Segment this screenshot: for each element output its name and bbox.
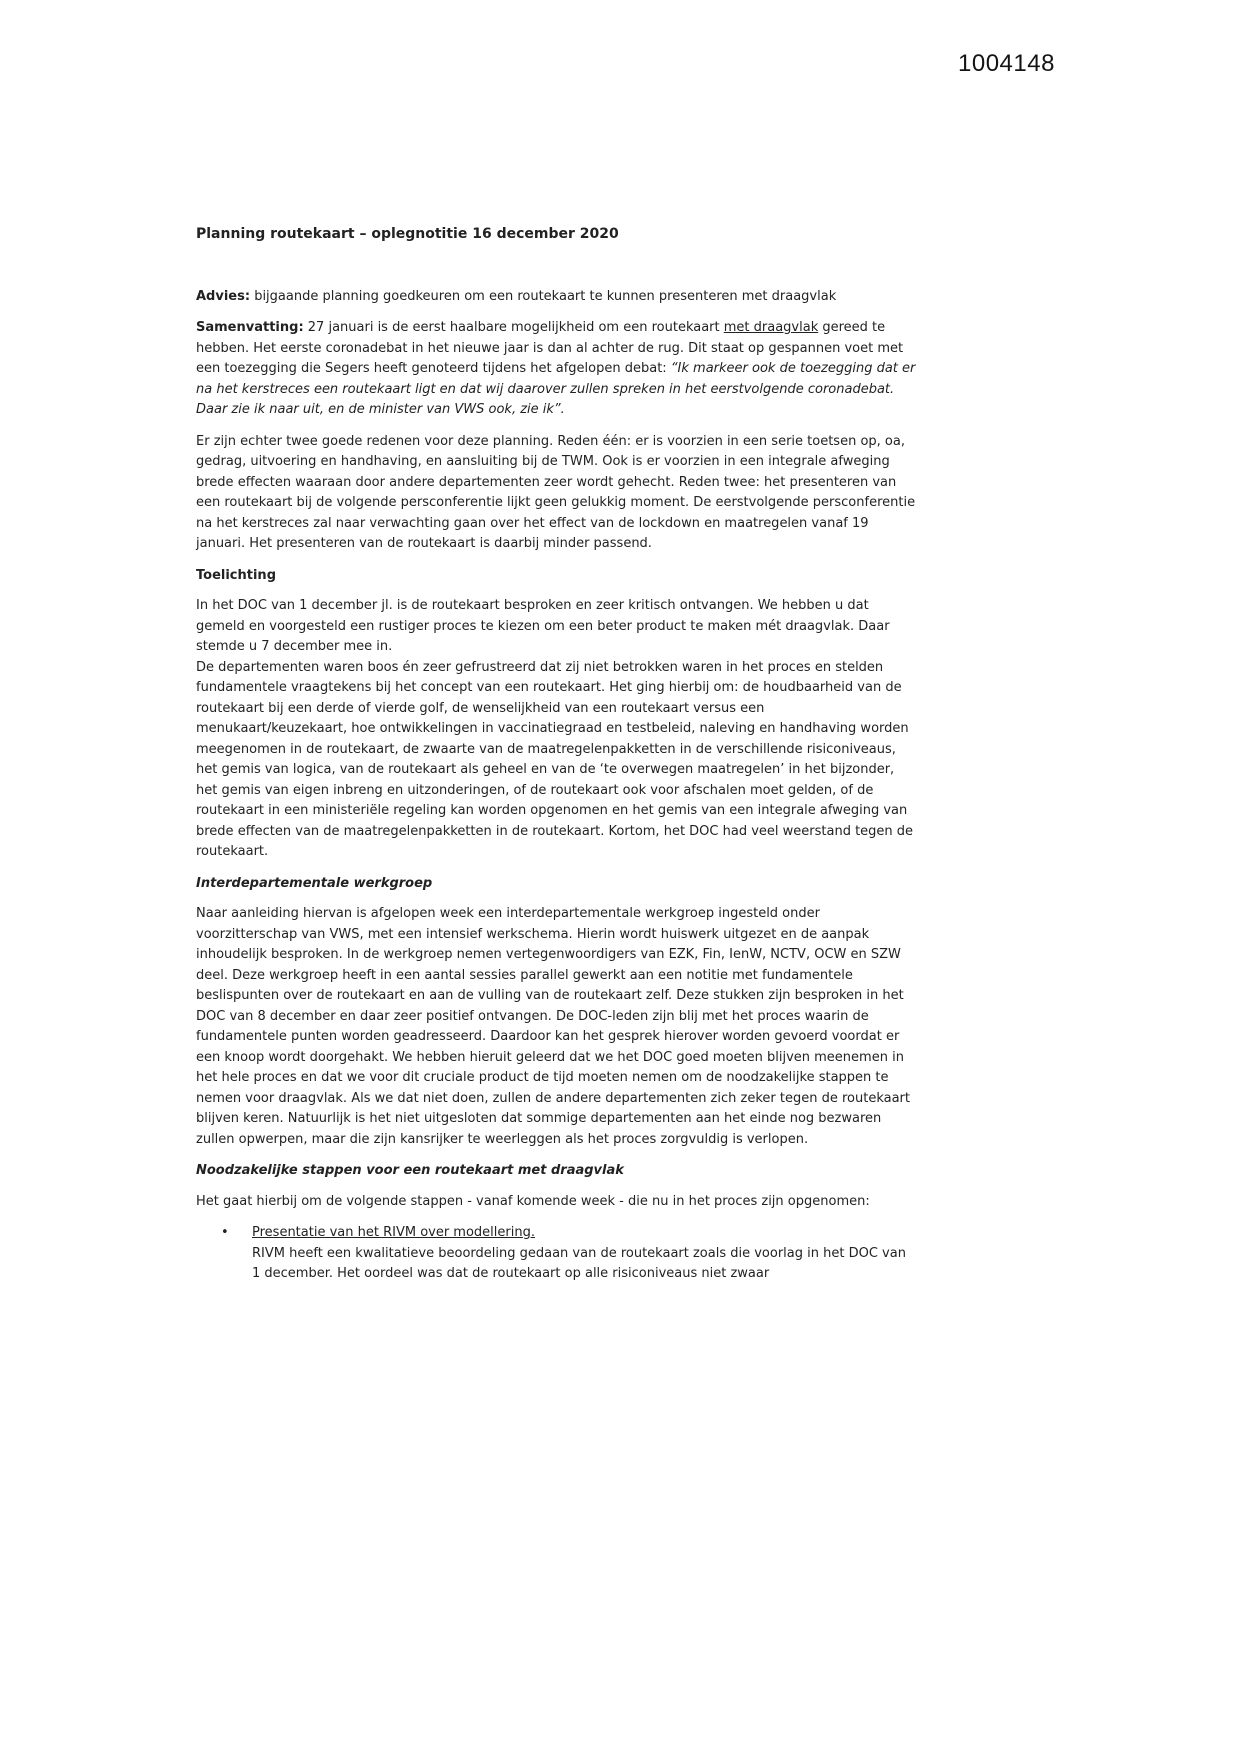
document-title: Planning routekaart – oplegnotitie 16 december 2020 bbox=[196, 226, 619, 242]
toelichting-text-2: De departementen waren boos én zeer gefrustreerd dat zij niet betrokken waren in het proces en stelden fundamentele vraagtekens bij het concept van een routekaart. Het ging hierbij om: de houdbaarheid van de routekaart bij een derde of vierde golf, de wenselijkheid van een routekaart versus een menukaart/keuzekaart, hoe ontwikkelingen in vaccinatiegraad en testbeleid, naleving en handhaving worden meegenomen in de routekaart, de zwaarte van de maatregelenpakketten in de verschillende risiconiveaus, het gemis van logica, van de routekaart als geheel en van de ‘te overwegen maatregelen’ in het bijzonder, het gemis van eigen inbreng en uitzonderingen, of de routekaart ook voor afschalen moet gelden, of de routekaart in een ministeriële regeling kan worden opgenomen en het gemis van een integrale afweging van brede effecten van de maatregelenpakketten in de routekaart. Kortom, het DOC had veel weerstand tegen de routekaart. bbox=[196, 659, 914, 859]
werkgroep-heading: Interdepartementale werkgroep bbox=[196, 875, 433, 891]
samenvatting-paragraph bbox=[196, 318, 916, 421]
stappen-heading: Noodzakelijke stappen voor een routekaart met draagvlak bbox=[196, 1163, 624, 1178]
advies-paragraph bbox=[196, 287, 916, 308]
toelichting-text-1: In het DOC van 1 december jl. is de routekaart besproken en zeer kritisch ontvangen. We hebben u dat gemeld en voorgesteld een rustiger proces te kiezen om een beter product te maken mét draagvlak. Daar stemde u 7 december mee in. bbox=[196, 598, 890, 654]
toelichting-paragraph bbox=[196, 596, 916, 863]
samenvatting-text-1: 27 januari is de eerst haalbare mogelijkheid om een routekaart bbox=[303, 320, 724, 335]
advies-label: Advies: bbox=[196, 288, 251, 304]
advies-text: bijgaande planning goedkeuren om een routekaart te kunnen presenteren met draagvlak bbox=[250, 288, 837, 304]
samenvatting-underlined-phrase: met draagvlak bbox=[723, 320, 819, 335]
bullet-body: RIVM heeft een kwalitatieve beoordeling gedaan van de routekaart zoals die voorlag in het DOC van 1 december. Het oordeel was dat de routekaart op alle risiconiveaus niet zwaar bbox=[252, 1245, 906, 1281]
stappen-intro: Het gaat hierbij om de volgende stappen - vanaf komende week - die nu in het proces zijn opgenomen: bbox=[196, 1193, 870, 1209]
document-body bbox=[196, 224, 916, 1296]
samenvatting-quote: “Ik markeer ook de toezegging dat er na het kerstreces een routekaart ligt en dat wij daarover zullen spreken in het eerstvolgende coronadebat. Daar zie ik naar uit, en de minister van VWS ook, zie ik”. bbox=[196, 361, 916, 417]
samenvatting-label: Samenvatting: bbox=[196, 320, 304, 335]
stappen-list bbox=[196, 1223, 916, 1285]
samenvatting-text-2: gereed te hebben. Het eerste coronadebat in het nieuwe jaar is dan al achter de rug. Dit staat op gespannen voet met een toezegging die Segers heeft genoteerd tijdens het afgelopen debat: bbox=[196, 320, 904, 376]
document-number-stamp: 1004148 bbox=[958, 50, 1055, 77]
toelichting-heading: Toelichting bbox=[196, 567, 276, 583]
bullet-title: Presentatie van het RIVM over modellering. bbox=[252, 1225, 535, 1240]
redenen-paragraph: Er zijn echter twee goede redenen voor deze planning. Reden één: er is voorzien in een serie toetsen op, oa, gedrag, uitvoering en handhaving, en aansluiting bij de TWM. Ook is er voorzien in een integrale afweging brede effecten waaraan door andere departementen zeer wordt gehecht. Reden twee: het presenteren van een routekaart bij de volgende persconferentie lijkt geen gelukkig moment. De eerstvolgende persconferentie na het kerstreces zal naar verwachting gaan over het effect van de lockdown en maatregelen vanaf 19 januari. Het presenteren van de routekaart is daarbij minder passend. bbox=[196, 433, 916, 551]
list-item bbox=[252, 1223, 916, 1285]
werkgroep-paragraph: Naar aanleiding hiervan is afgelopen week een interdepartementale werkgroep ingesteld onder voorzitterschap van VWS, met een intensief werkschema. Hierin wordt huiswerk uitgezet en de aanpak inhoudelijk besproken. In de werkgroep nemen vertegenwoordigers van EZK, Fin, IenW, NCTV, OCW en SZW deel. Deze werkgroep heeft in een aantal sessies parallel gewerkt aan een notitie met fundamentele beslispunten over de routekaart en aan de vulling van de routekaart zelf. Deze stukken zijn besproken in het DOC van 8 december en daar zeer positief ontvangen. De DOC-leden zijn blij met het proces waarin de fundamentele punten worden geadresseerd. Daardoor kan het gesprek hierover worden gevoerd voordat er een knoop wordt doorgehakt. We hebben hieruit geleerd dat we het DOC goed moeten blijven meenemen in het hele proces en dat we voor dit cruciale product de tijd moeten nemen om de noodzakelijke stappen te nemen voor draagvlak. Als we dat niet doen, zullen de andere departementen zich zeker tegen de routekaart blijven keren. Natuurlijk is het niet uitgesloten dat sommige departementen aan het einde nog bezwaren zullen opwerpen, maar die zijn kansrijker te weerleggen als het proces zorgvuldig is verlopen. bbox=[196, 906, 910, 1147]
